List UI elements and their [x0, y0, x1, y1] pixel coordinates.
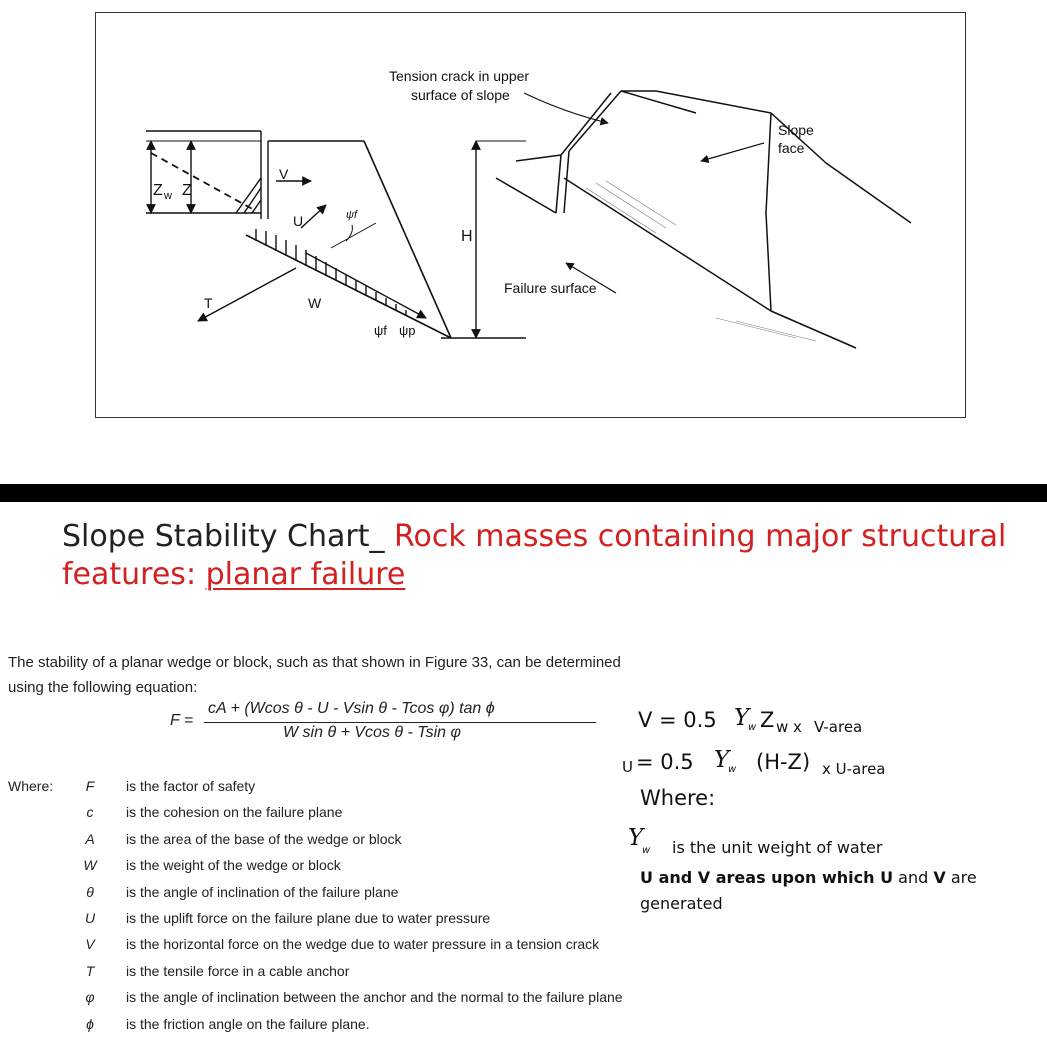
- definition-symbol: V: [85, 936, 95, 953]
- title-prefix: Slope Stability Chart_: [62, 519, 395, 554]
- gamma-subscript-2: w: [728, 764, 737, 775]
- fraction-bar: [204, 722, 596, 723]
- definition-symbol: φ: [85, 989, 95, 1006]
- equation-numerator: cA + (Wcos θ - U - Vsin θ - Tcos φ) tan ϕ: [208, 700, 495, 717]
- equation-lhs: F =: [170, 712, 194, 729]
- definition-text: is the angle of inclination of the failure plane: [126, 883, 399, 900]
- definition-text: is the friction angle on the failure plane.: [126, 1015, 370, 1032]
- label-psi-f: ψf: [374, 323, 387, 338]
- label-u: U: [293, 213, 304, 229]
- definition-symbol: F: [85, 778, 95, 794]
- three-d-block: [496, 91, 911, 348]
- gamma-symbol-3: Y: [628, 825, 644, 851]
- u-formula-eq: = 0.5: [636, 750, 694, 774]
- areas-note-v: V: [933, 868, 946, 887]
- label-v: V: [279, 166, 289, 182]
- label-psi-p: ψp: [399, 323, 416, 338]
- definition-text: is the uplift force on the failure plane due to water pressure: [126, 909, 491, 926]
- label-z: Z: [182, 182, 192, 199]
- title-red-part2: planar failure: [205, 557, 406, 592]
- areas-note-mid: and: [893, 868, 934, 887]
- definition-symbol: ϕ: [86, 1015, 94, 1032]
- gamma-symbol-2: Y: [714, 747, 730, 773]
- v-formula-lead: V = 0.5: [638, 708, 717, 732]
- definition-symbol: θ: [86, 883, 94, 900]
- label-w: W: [308, 295, 322, 311]
- definition-text: is the factor of safety: [126, 778, 256, 794]
- intro-text: [8, 650, 828, 700]
- label-zw: Z: [153, 182, 163, 199]
- areas-note-u: U: [880, 868, 894, 887]
- areas-note-line2: generated: [640, 894, 723, 913]
- label-t: T: [204, 295, 213, 311]
- definition-symbol: A: [85, 830, 95, 847]
- h-minus-z: (H-Z): [756, 750, 811, 774]
- definition-text: is the area of the base of the wedge or block: [126, 830, 402, 847]
- label-slope-face: Slope: [778, 122, 814, 138]
- gamma-symbol: Y: [734, 705, 750, 731]
- definition-text: is the angle of inclination between the anchor and the normal to the failure plane: [126, 989, 623, 1006]
- definition-text: is the cohesion on the failure plane: [126, 804, 343, 821]
- v-area-label: V-area: [814, 718, 863, 736]
- areas-note: [640, 868, 977, 887]
- label-failure-surface: Failure surface: [504, 280, 597, 296]
- where-heading: Where:: [640, 786, 716, 810]
- definition-text: is the horizontal force on the wedge due to water pressure in a tension crack: [126, 936, 600, 953]
- divider-bar: [0, 484, 1047, 502]
- where-label: Where:: [8, 778, 54, 794]
- factor-of-safety-equation: [170, 700, 610, 746]
- label-h: H: [461, 228, 473, 245]
- definition-symbol: c: [86, 804, 94, 821]
- page-title: [62, 518, 1022, 594]
- areas-note-pre: U and V areas upon which: [640, 868, 881, 887]
- definition-text: is the weight of the wedge or block: [126, 857, 341, 874]
- definition-symbol: T: [85, 962, 95, 979]
- gamma-subscript-3: w: [642, 845, 651, 856]
- figure-panel: [95, 12, 966, 418]
- equation-denominator: W sin θ + Vcos θ - Tsin φ: [283, 724, 461, 741]
- gamma-definition: is the unit weight of water: [672, 838, 883, 857]
- zw-subscript: w x: [776, 718, 802, 736]
- definition-text: is the tensile force in a cable anchor: [126, 962, 350, 979]
- u-area-label: x U-area: [822, 760, 886, 778]
- u-formula-lead: U: [622, 758, 633, 776]
- definition-symbol: W: [83, 857, 97, 874]
- label-zw-sub: w: [164, 190, 172, 202]
- gamma-subscript: w: [748, 722, 757, 733]
- intro-line-1: The stability of a planar wedge or block, such as that shown in Figure 33, can be determined: [8, 654, 621, 671]
- label-tension-crack: Tension crack in upper: [389, 68, 530, 84]
- label-tension-crack-2: surface of slope: [411, 87, 510, 103]
- title-red-part1: Rock masses containing major structural features:: [62, 519, 1007, 592]
- intro-line-2: using the following equation:: [8, 679, 198, 696]
- areas-note-post: are: [945, 868, 977, 887]
- label-psi-f-angle: ψf: [346, 209, 358, 221]
- zw-symbol: Z: [760, 708, 775, 732]
- planar-failure-diagram: [96, 13, 965, 417]
- label-slope-face-2: face: [778, 140, 805, 156]
- definition-symbol: U: [84, 909, 96, 926]
